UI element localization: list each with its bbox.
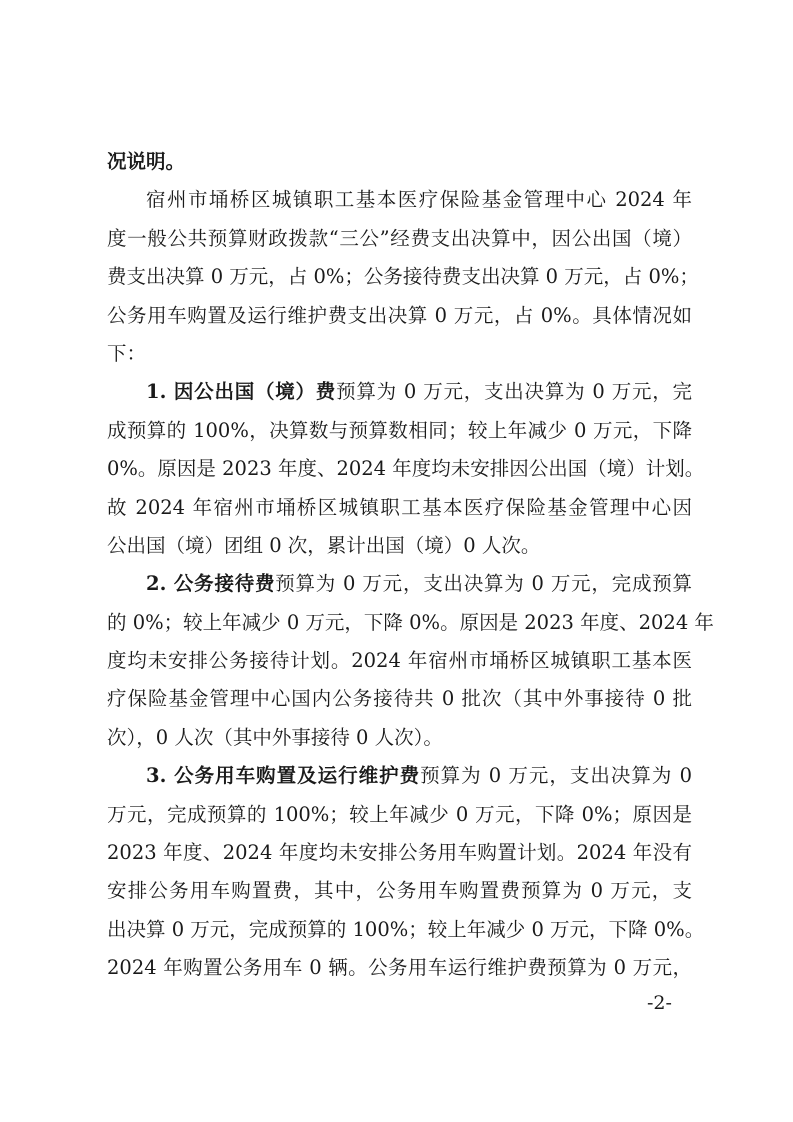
section-1-heading-line: 1. 因公出国（境）费预算为 0 万元，支出决算为 0 万元，完 xyxy=(146,380,692,404)
text-line: 次），0 人次（其中外事接待 0 人次）。 xyxy=(107,725,443,749)
section-2-title: 2. 公务接待费 xyxy=(146,572,276,596)
section-3-title: 3. 公务用车购置及运行维护费 xyxy=(146,764,421,788)
text-line: 度一般公共预算财政拨款“三公”经费支出决算中，因公出国（境） xyxy=(107,226,692,250)
text-line: 疗保险基金管理中心国内公务接待共 0 批次（其中外事接待 0 批 xyxy=(107,687,692,711)
body-text xyxy=(107,143,714,988)
text-line: 安排公务用车购置费，其中，公务用车购置费预算为 0 万元，支 xyxy=(107,879,692,903)
text-line: 公出国（境）团组 0 次，累计出国（境）0 人次。 xyxy=(107,533,541,557)
text-line: 公务用车购置及运行维护费支出决算 0 万元，占 0%。具体情况如 xyxy=(107,303,692,327)
page-number: -2- xyxy=(647,992,672,1014)
text-line: 2023 年度、2024 年度均未安排公务用车购置计划。2024 年没有 xyxy=(107,841,692,865)
text-line: 2024 年购置公务用车 0 辆。公务用车运行维护费预算为 0 万元， xyxy=(107,956,692,980)
text-line: 宿州市埇桥区城镇职工基本医疗保险基金管理中心 2024 年 xyxy=(146,188,692,212)
section-1-title: 1. 因公出国（境）费 xyxy=(146,380,337,404)
section-2-heading-line: 2. 公务接待费预算为 0 万元，支出决算为 0 万元，完成预算 xyxy=(146,572,692,596)
text-line: 出决算 0 万元，完成预算的 100%；较上年减少 0 万元，下降 0%。 xyxy=(107,917,705,941)
text-line: 下： xyxy=(107,341,147,365)
text-line: 成预算的 100%，决算数与预算数相同；较上年减少 0 万元，下降 xyxy=(107,418,692,442)
section-3-heading-line: 3. 公务用车购置及运行维护费预算为 0 万元，支出决算为 0 xyxy=(146,764,692,788)
text-line: 0%。原因是 2023 年度、2024 年度均未安排因公出国（境）计划。 xyxy=(107,457,705,481)
text-line: 度均未安排公务接待计划。2024 年宿州市埇桥区城镇职工基本医 xyxy=(107,649,692,673)
text-line: 况说明。 xyxy=(107,150,186,173)
text-line: 万元，完成预算的 100%；较上年减少 0 万元，下降 0%；原因是 xyxy=(107,802,692,826)
text-line: 费支出决算 0 万元，占 0%；公务接待费支出决算 0 万元，占 0%； xyxy=(107,265,699,289)
text-line: 故 2024 年宿州市埇桥区城镇职工基本医疗保险基金管理中心因 xyxy=(107,495,692,519)
text-line: 的 0%；较上年减少 0 万元，下降 0%。原因是 2023 年度、2024 年 xyxy=(107,610,714,634)
